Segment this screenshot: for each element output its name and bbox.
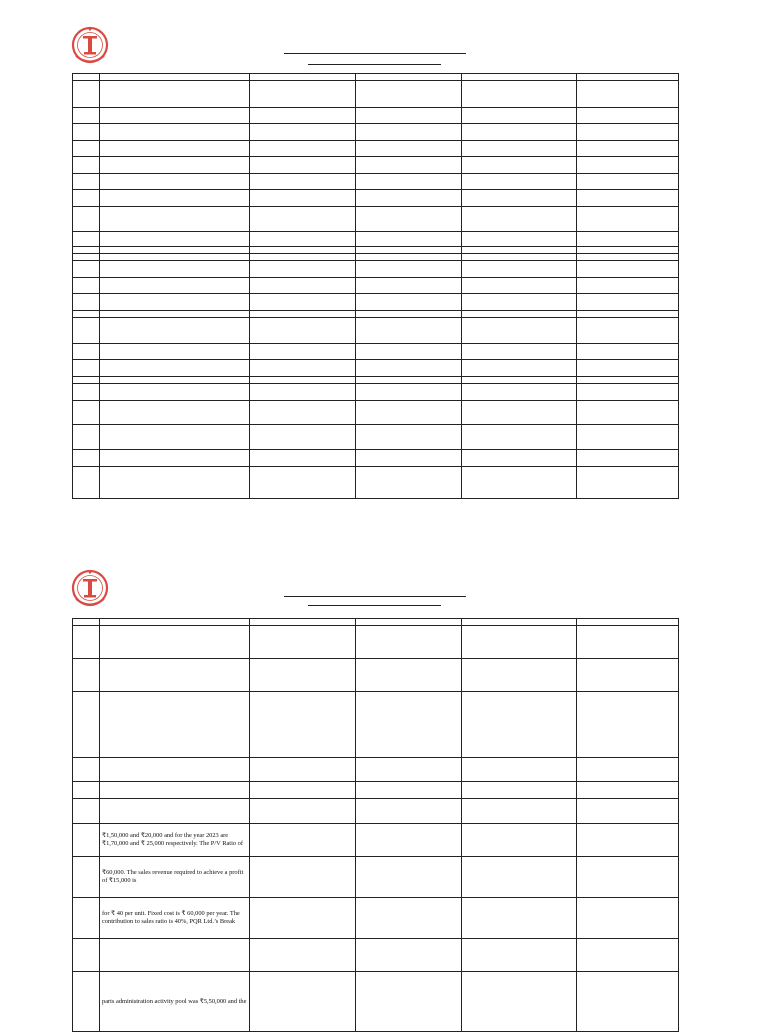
table-row [73, 318, 679, 344]
table-row [73, 939, 679, 972]
title-rule [284, 596, 466, 597]
table-row [73, 857, 679, 898]
table-row [73, 467, 679, 499]
subtitle-rule [308, 605, 441, 606]
table-row [73, 247, 679, 254]
institute-emblem-icon [70, 568, 110, 608]
table-row [73, 124, 679, 141]
question-text-line: ₹1,70,000 and ₹ 25,000 respectively. The P/V Ratio of [102, 840, 243, 847]
table-row [73, 254, 679, 261]
question-text-line: for ₹ 40 per unit. Fixed cost is ₹ 60,000 per year. The [102, 910, 240, 917]
question-text-cell [100, 972, 250, 1032]
question-table [72, 73, 679, 499]
question-text-cell [100, 824, 250, 857]
question-table [72, 618, 679, 1032]
table-row [73, 81, 679, 108]
table-row [73, 425, 679, 450]
table-row [73, 157, 679, 174]
table-header-row [73, 74, 679, 81]
table-row [73, 190, 679, 207]
table-row [73, 294, 679, 311]
question-text-line: ₹1,50,000 and ₹20,000 and for the year 2023 are [102, 832, 229, 839]
table-row [73, 782, 679, 799]
table-row [73, 377, 679, 384]
table-row [73, 207, 679, 232]
institute-emblem-icon [70, 25, 110, 65]
title-rule [284, 53, 466, 54]
table-row [73, 898, 679, 939]
table-header-row [73, 619, 679, 626]
table-row [73, 344, 679, 360]
table-row [73, 278, 679, 294]
subtitle-rule [308, 64, 441, 65]
question-text-line: contribution to sales ratio is 40%, PQR Ltd.’s Break [102, 918, 236, 925]
question-text-cell [100, 857, 250, 898]
table-row [73, 450, 679, 467]
question-text-line: of ₹15,000 is [102, 877, 137, 884]
page-2 [0, 560, 768, 1024]
table-row [73, 824, 679, 857]
table-row [73, 108, 679, 124]
question-text-line: parts administration activity pool was ₹5,50,000 and the [102, 997, 247, 1005]
table-row [73, 401, 679, 425]
table-row [73, 659, 679, 692]
table-row [73, 799, 679, 824]
table-row [73, 261, 679, 278]
table-row [73, 972, 679, 1032]
table-row [73, 692, 679, 758]
table-row [73, 232, 679, 247]
table-row [73, 758, 679, 782]
table-row [73, 384, 679, 401]
table-row [73, 141, 679, 157]
table-row [73, 626, 679, 659]
table-row [73, 311, 679, 318]
table-row [73, 174, 679, 190]
question-text-cell [100, 898, 250, 939]
question-text-line: ₹60,000. The sales revenue required to achieve a profit [102, 869, 244, 876]
table-row [73, 360, 679, 377]
